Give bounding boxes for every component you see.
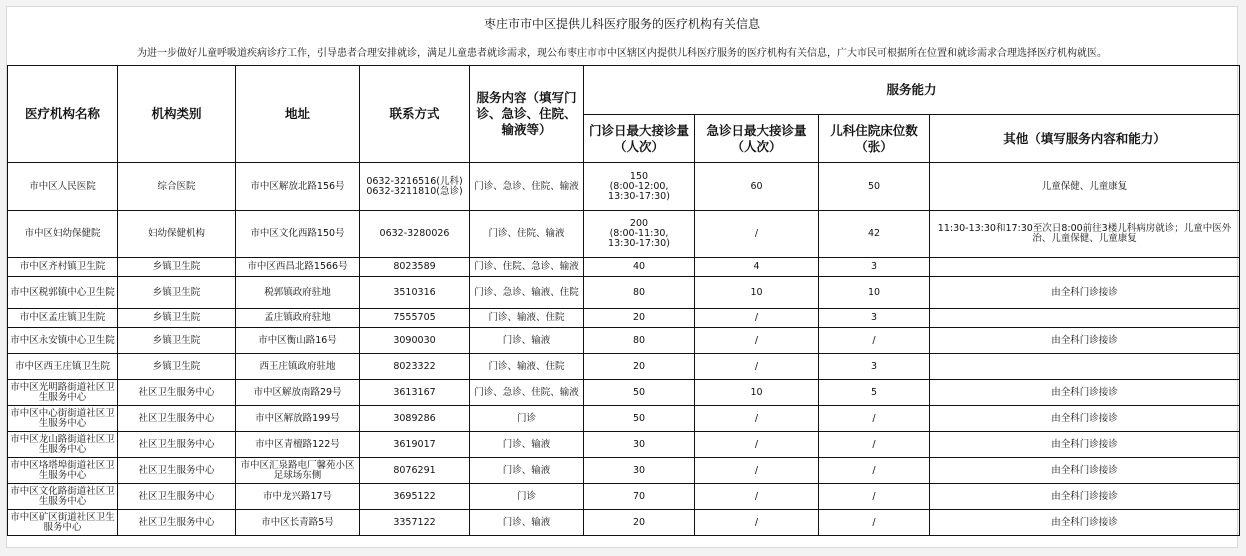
cell-services: 门诊、住院、急诊、输液 <box>470 258 584 277</box>
cell-other: 由全科门诊接诊 <box>930 380 1240 406</box>
cell-services: 门诊、输液 <box>470 328 584 354</box>
cell-other: 由全科门诊接诊 <box>930 328 1240 354</box>
table-row <box>8 328 1240 354</box>
cell-emergency: 60 <box>695 163 819 211</box>
cell-outpatient: 20 <box>584 309 695 328</box>
cell-beds: / <box>819 458 930 484</box>
cell-beds: 3 <box>819 354 930 380</box>
cell-name: 市中区永安镇中心卫生院 <box>8 328 118 354</box>
cell-address: 税郭镇政府驻地 <box>236 277 360 309</box>
cell-contact: 8023589 <box>360 258 470 277</box>
cell-other <box>930 258 1240 277</box>
cell-beds: / <box>819 328 930 354</box>
cell-address: 市中区文化西路150号 <box>236 211 360 258</box>
cell-outpatient: 70 <box>584 484 695 510</box>
cell-emergency: 4 <box>695 258 819 277</box>
cell-other: 由全科门诊接诊 <box>930 432 1240 458</box>
cell-other: 由全科门诊接诊 <box>930 406 1240 432</box>
header-address: 地址 <box>236 66 360 163</box>
cell-other: 由全科门诊接诊 <box>930 277 1240 309</box>
header-services: 服务内容（填写门诊、急诊、住院、输液等） <box>470 66 584 163</box>
cell-other <box>930 309 1240 328</box>
cell-contact: 3090030 <box>360 328 470 354</box>
table-row <box>8 484 1240 510</box>
cell-contact: 8076291 <box>360 458 470 484</box>
cell-contact: 7555705 <box>360 309 470 328</box>
cell-name: 市中区文化路街道社区卫生服务中心 <box>8 484 118 510</box>
cell-emergency: 10 <box>695 380 819 406</box>
cell-name: 市中区中心街街道社区卫生服务中心 <box>8 406 118 432</box>
table-row <box>8 163 1240 211</box>
cell-category: 社区卫生服务中心 <box>118 380 236 406</box>
table-row <box>8 406 1240 432</box>
cell-services: 门诊、急诊、输液、住院 <box>470 277 584 309</box>
header-row-1 <box>8 66 1240 115</box>
cell-beds: / <box>819 484 930 510</box>
header-other: 其他（填写服务内容和能力） <box>930 115 1240 163</box>
cell-category: 社区卫生服务中心 <box>118 484 236 510</box>
cell-name: 市中区齐村镇卫生院 <box>8 258 118 277</box>
cell-outpatient: 50 <box>584 406 695 432</box>
cell-name: 市中区垎塔埠街道社区卫生服务中心 <box>8 458 118 484</box>
cell-emergency: / <box>695 328 819 354</box>
cell-services: 门诊、输液 <box>470 458 584 484</box>
cell-services: 门诊、输液、住院 <box>470 354 584 380</box>
cell-address: 市中区西昌北路1566号 <box>236 258 360 277</box>
cell-address: 市中区解放路199号 <box>236 406 360 432</box>
cell-emergency: / <box>695 211 819 258</box>
cell-address: 市中区衡山路16号 <box>236 328 360 354</box>
cell-beds: 3 <box>819 309 930 328</box>
cell-other: 11:30-13:30和17:30至次日8:00前往3楼儿科病房就诊；儿童中医外治、儿童保健、儿童康复 <box>930 211 1240 258</box>
intro-paragraph: 为进一步做好儿童呼吸道疾病诊疗工作，引导患者合理安排就诊，满足儿童患者就诊需求，现公布枣庄市市中区辖区内提供儿科医疗服务的医疗机构有关信息，广大市民可根据所在位置和就诊需求合理选择医疗机构就医。 <box>137 48 1107 59</box>
header-capacity: 服务能力 <box>584 66 1240 115</box>
cell-name: 市中区孟庄镇卫生院 <box>8 309 118 328</box>
cell-name: 市中区西王庄镇卫生院 <box>8 354 118 380</box>
table-row <box>8 510 1240 536</box>
cell-contact: 3613167 <box>360 380 470 406</box>
cell-address: 西王庄镇政府驻地 <box>236 354 360 380</box>
cell-beds: / <box>819 432 930 458</box>
table-row <box>8 354 1240 380</box>
cell-beds: / <box>819 510 930 536</box>
cell-services: 门诊 <box>470 406 584 432</box>
cell-contact: 0632-3280026 <box>360 211 470 258</box>
cell-name: 市中区妇幼保健院 <box>8 211 118 258</box>
cell-address: 市中区解放北路156号 <box>236 163 360 211</box>
table-body <box>8 163 1240 536</box>
cell-address: 市中区汇泉路电厂馨苑小区足球场东侧 <box>236 458 360 484</box>
cell-other <box>930 354 1240 380</box>
cell-services: 门诊、输液、住院 <box>470 309 584 328</box>
cell-category: 乡镇卫生院 <box>118 328 236 354</box>
cell-name: 市中区税郭镇中心卫生院 <box>8 277 118 309</box>
cell-contact: 8023322 <box>360 354 470 380</box>
table-row <box>8 458 1240 484</box>
cell-contact: 3619017 <box>360 432 470 458</box>
institution-table <box>7 65 1240 536</box>
cell-contact: 0632-3216516(儿科) 0632-3211810(急诊) <box>360 163 470 211</box>
cell-address: 市中区长青路5号 <box>236 510 360 536</box>
cell-other: 由全科门诊接诊 <box>930 458 1240 484</box>
table-row <box>8 258 1240 277</box>
cell-name: 市中区光明路街道社区卫生服务中心 <box>8 380 118 406</box>
header-emergency: 急诊日最大接诊量（人次） <box>695 115 819 163</box>
cell-category: 社区卫生服务中心 <box>118 510 236 536</box>
cell-emergency: / <box>695 432 819 458</box>
cell-services: 门诊、输液 <box>470 510 584 536</box>
cell-category: 乡镇卫生院 <box>118 277 236 309</box>
cell-contact: 3695122 <box>360 484 470 510</box>
table-row <box>8 277 1240 309</box>
table-row <box>8 380 1240 406</box>
cell-outpatient: 80 <box>584 277 695 309</box>
cell-outpatient: 150 (8:00-12:00, 13:30-17:30) <box>584 163 695 211</box>
table-row <box>8 432 1240 458</box>
cell-category: 乡镇卫生院 <box>118 258 236 277</box>
header-name: 医疗机构名称 <box>8 66 118 163</box>
cell-category: 社区卫生服务中心 <box>118 458 236 484</box>
cell-other: 由全科门诊接诊 <box>930 510 1240 536</box>
cell-emergency: 10 <box>695 277 819 309</box>
cell-services: 门诊、急诊、住院、输液 <box>470 163 584 211</box>
cell-beds: / <box>819 406 930 432</box>
cell-emergency: / <box>695 458 819 484</box>
cell-services: 门诊、住院、输液 <box>470 211 584 258</box>
cell-outpatient: 80 <box>584 328 695 354</box>
cell-contact: 3510316 <box>360 277 470 309</box>
cell-services: 门诊、输液 <box>470 432 584 458</box>
cell-address: 孟庄镇政府驻地 <box>236 309 360 328</box>
table-row <box>8 309 1240 328</box>
cell-address: 市中区青檀路122号 <box>236 432 360 458</box>
document-sheet <box>6 6 1238 548</box>
cell-services: 门诊 <box>470 484 584 510</box>
cell-beds: 50 <box>819 163 930 211</box>
cell-outpatient: 20 <box>584 354 695 380</box>
cell-services: 门诊、急诊、住院、输液 <box>470 380 584 406</box>
header-beds: 儿科住院床位数（张） <box>819 115 930 163</box>
cell-name: 市中区龙山路街道社区卫生服务中心 <box>8 432 118 458</box>
cell-contact: 3357122 <box>360 510 470 536</box>
cell-other: 儿童保健、儿童康复 <box>930 163 1240 211</box>
cell-contact: 3089286 <box>360 406 470 432</box>
cell-category: 综合医院 <box>118 163 236 211</box>
cell-address: 市中区解放南路29号 <box>236 380 360 406</box>
cell-other: 由全科门诊接诊 <box>930 484 1240 510</box>
cell-emergency: / <box>695 309 819 328</box>
cell-category: 乡镇卫生院 <box>118 354 236 380</box>
cell-address: 市中龙兴路17号 <box>236 484 360 510</box>
cell-outpatient: 20 <box>584 510 695 536</box>
cell-outpatient: 40 <box>584 258 695 277</box>
cell-outpatient: 30 <box>584 458 695 484</box>
header-category: 机构类别 <box>118 66 236 163</box>
cell-category: 乡镇卫生院 <box>118 309 236 328</box>
cell-category: 妇幼保健机构 <box>118 211 236 258</box>
cell-name: 市中区人民医院 <box>8 163 118 211</box>
page-title: 枣庄市市中区提供儿科医疗服务的医疗机构有关信息 <box>483 17 760 31</box>
cell-outpatient: 30 <box>584 432 695 458</box>
cell-name: 市中区矿区街道社区卫生服务中心 <box>8 510 118 536</box>
cell-emergency: / <box>695 484 819 510</box>
cell-emergency: / <box>695 406 819 432</box>
cell-emergency: / <box>695 510 819 536</box>
header-outpatient: 门诊日最大接诊量（人次） <box>584 115 695 163</box>
cell-category: 社区卫生服务中心 <box>118 432 236 458</box>
cell-beds: 3 <box>819 258 930 277</box>
table-row <box>8 211 1240 258</box>
cell-category: 社区卫生服务中心 <box>118 406 236 432</box>
cell-beds: 5 <box>819 380 930 406</box>
cell-outpatient: 200 (8:00-11:30, 13:30-17:30) <box>584 211 695 258</box>
header-contact: 联系方式 <box>360 66 470 163</box>
cell-emergency: / <box>695 354 819 380</box>
cell-beds: 42 <box>819 211 930 258</box>
cell-beds: 10 <box>819 277 930 309</box>
cell-outpatient: 50 <box>584 380 695 406</box>
